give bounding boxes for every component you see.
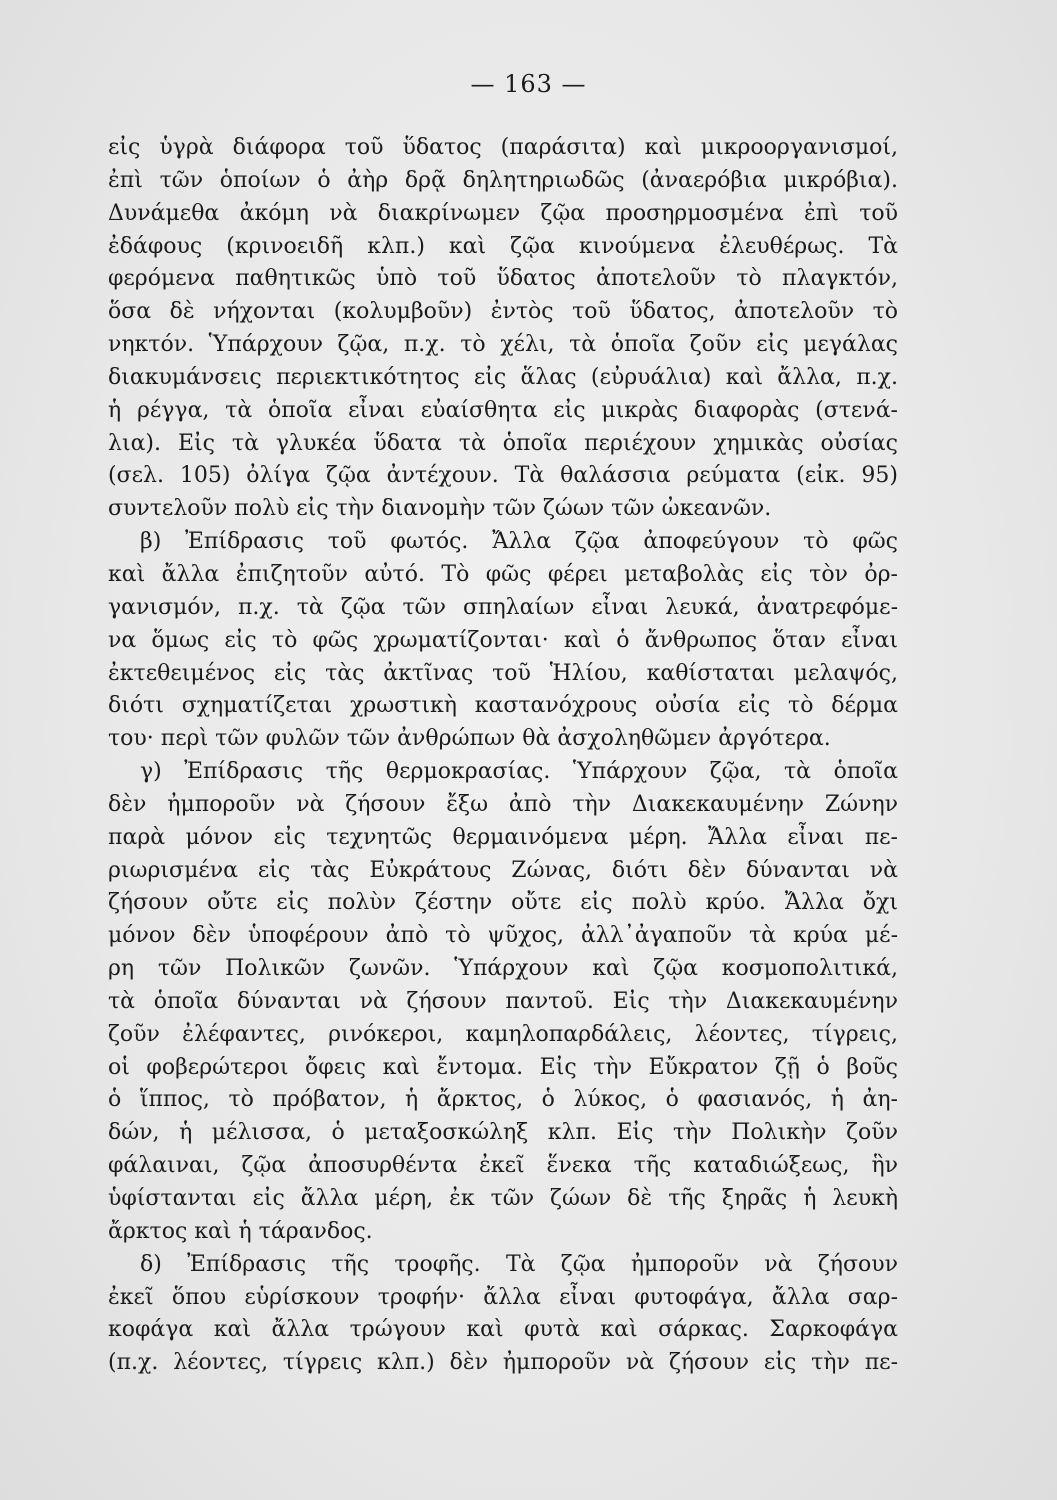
text-line: ἄρκτος καὶ ἡ τάρανδος.: [108, 1218, 373, 1244]
section-heading-line: β) Ἐπίδρασις τοῦ φωτός. Ἄλλα ζῷα ἀποφεύγουν τὸ φῶς: [140, 529, 898, 555]
text-line: ὁ ἵππος, τὸ πρόβατον, ἡ ἄρκτος, ὁ λύκος, ὁ φασιανός, ἡ ἀη-: [108, 1087, 898, 1113]
section-heading-line: γ) Ἐπίδρασις τῆς θερμοκρασίας. Ὑπάρχουν ζῷα, τὰ ὁποῖα: [140, 759, 898, 785]
text-line: ζήσουν οὔτε εἰς πολὺν ζέστην οὔτε εἰς πολὺ κρύο. Ἄλλα ὄχι: [108, 890, 898, 916]
text-line: καὶ ἄλλα ἐπιζητοῦν αὐτό. Τὸ φῶς φέρει μεταβολὰς εἰς τὸν ὀρ-: [108, 561, 898, 587]
text-line: διακυμάνσεις περιεκτικότητος εἰς ἅλας (εὐρυάλια) καὶ ἄλλα, π.χ.: [108, 364, 898, 390]
text-line: δὲν ἠμποροῦν νὰ ζήσουν ἔξω ἀπὸ τὴν Διακεκαυμένην Ζώνην: [108, 791, 898, 817]
text-line: φάλαιναι, ζῷα ἀποσυρθέντα ἐκεῖ ἕνεκα τῆς καταδιώξεως, ἣν: [108, 1153, 898, 1179]
text-line: νηκτόν. Ὑπάρχουν ζῷα, π.χ. τὸ χέλι, τὰ ὁποῖα ζοῦν εἰς μεγάλας: [108, 332, 898, 358]
text-line: ἡ ρέγγα, τὰ ὁποῖα εἶναι εὐαίσθητα εἰς μικρὰς διαφορὰς (στενά-: [108, 397, 898, 423]
text-line: ζοῦν ἐλέφαντες, ρινόκεροι, καμηλοπαρδάλεις, λέοντες, τίγρεις,: [108, 1021, 898, 1047]
text-line: ρη τῶν Πολικῶν ζωνῶν. Ὑπάρχουν καὶ ζῷα κοσμοπολιτικά,: [108, 956, 898, 982]
text-line: δών, ἡ μέλισσα, ὁ μεταξοσκώληξ κλπ. Εἰς τὴν Πολικὴν ζοῦν: [108, 1120, 898, 1146]
text-line: παρὰ μόνον εἰς τεχνητῶς θερμαινόμενα μέρη. Ἄλλα εἶναι πε-: [108, 824, 898, 850]
text-line: συντελοῦν πολὺ εἰς τὴν διανομὴν τῶν ζώων τῶν ὠκεανῶν.: [108, 496, 772, 522]
text-line: (σελ. 105) ὀλίγα ζῷα ἀντέχουν. Τὰ θαλάσσια ρεύματα (εἰκ. 95): [108, 463, 898, 489]
text-line: ἐκεῖ ὅπου εὑρίσκουν τροφήν· ἄλλα εἶναι φυτοφάγα, ἄλλα σαρ-: [108, 1284, 898, 1310]
text-line: λια). Εἰς τὰ γλυκέα ὕδατα τὰ ὁποῖα περιέχουν χημικὰς οὐσίας: [108, 430, 898, 456]
text-line: γανισμόν, π.χ. τὰ ζῷα τῶν σπηλαίων εἶναι λευκά, ἀνατρεφόμε-: [108, 594, 898, 620]
text-line: ὑφίστανται εἰς ἄλλα μέρη, ἐκ τῶν ζώων δὲ τῆς ξηρᾶς ἡ λευκὴ: [108, 1186, 898, 1211]
text-line: ριωρισμένα εἰς τὰς Εὐκράτους Ζώνας, διότι δὲν δύνανται νὰ: [108, 857, 898, 883]
body-text: [108, 132, 898, 1380]
text-line: τὰ ὁποῖα δύνανται νὰ ζήσουν παντοῦ. Εἰς τὴν Διακεκαυμένην: [108, 988, 898, 1014]
page-number: — 163 —: [470, 70, 587, 98]
text-line: ἐκτεθειμένος εἰς τὰς ἀκτῖνας τοῦ Ἡλίου, καθίσταται μελαψός,: [108, 660, 898, 686]
text-line: του· περὶ τῶν φυλῶν τῶν ἀνθρώπων θὰ ἀσχοληθῶμεν ἀργότερα.: [108, 726, 831, 752]
text-line: ἐπὶ τῶν ὁποίων ὁ ἀὴρ δρᾷ δηλητηριωδῶς (ἀναερόβια μικρόβια).: [108, 167, 898, 193]
text-line: (π.χ. λέοντες, τίγρεις κλπ.) δὲν ἠμποροῦν νὰ ζήσουν εἰς τὴν πε-: [108, 1350, 898, 1376]
text-line: φερόμενα παθητικῶς ὑπὸ τοῦ ὕδατος ἀποτελοῦν τὸ πλαγκτόν,: [108, 266, 898, 292]
text-line: ἐδάφους (κρινοειδῆ κλπ.) καὶ ζῷα κινούμενα ἐλευθέρως. Τὰ: [108, 233, 898, 259]
text-line: να ὅμως εἰς τὸ φῶς χρωματίζονται· καὶ ὁ ἄνθρωπος ὅταν εἶναι: [108, 627, 898, 653]
text-line: ὅσα δὲ νήχονται (κολυμβοῦν) ἐντὸς τοῦ ὕδατος, ἀποτελοῦν τὸ: [108, 299, 898, 325]
text-line: διότι σχηματίζεται χρωστικὴ καστανόχρους οὐσία εἰς τὸ δέρμα: [108, 693, 898, 719]
text-line: εἰς ὑγρὰ διάφορα τοῦ ὕδατος (παράσιτα) καὶ μικροοργανισμοί,: [108, 135, 898, 160]
text-line: Δυνάμεθα ἀκόμη νὰ διακρίνωμεν ζῷα προσηρμοσμένα ἐπὶ τοῦ: [108, 200, 898, 226]
section-heading-line: δ) Ἐπίδρασις τῆς τροφῆς. Τὰ ζῷα ἠμποροῦν νὰ ζήσουν: [140, 1251, 898, 1277]
text-line: μόνον δὲν ὑποφέρουν ἀπὸ τὸ ψῦχος, ἀλλ᾽ἀγαποῦν τὰ κρύα μέ-: [108, 923, 898, 949]
text-line: κοφάγα καὶ ἄλλα τρώγουν καὶ φυτὰ καὶ σάρκας. Σαρκοφάγα: [108, 1317, 898, 1343]
text-line: οἱ φοβερώτεροι ὄφεις καὶ ἔντομα. Εἰς τὴν Εὔκρατον ζῇ ὁ βοῦς: [108, 1054, 898, 1080]
